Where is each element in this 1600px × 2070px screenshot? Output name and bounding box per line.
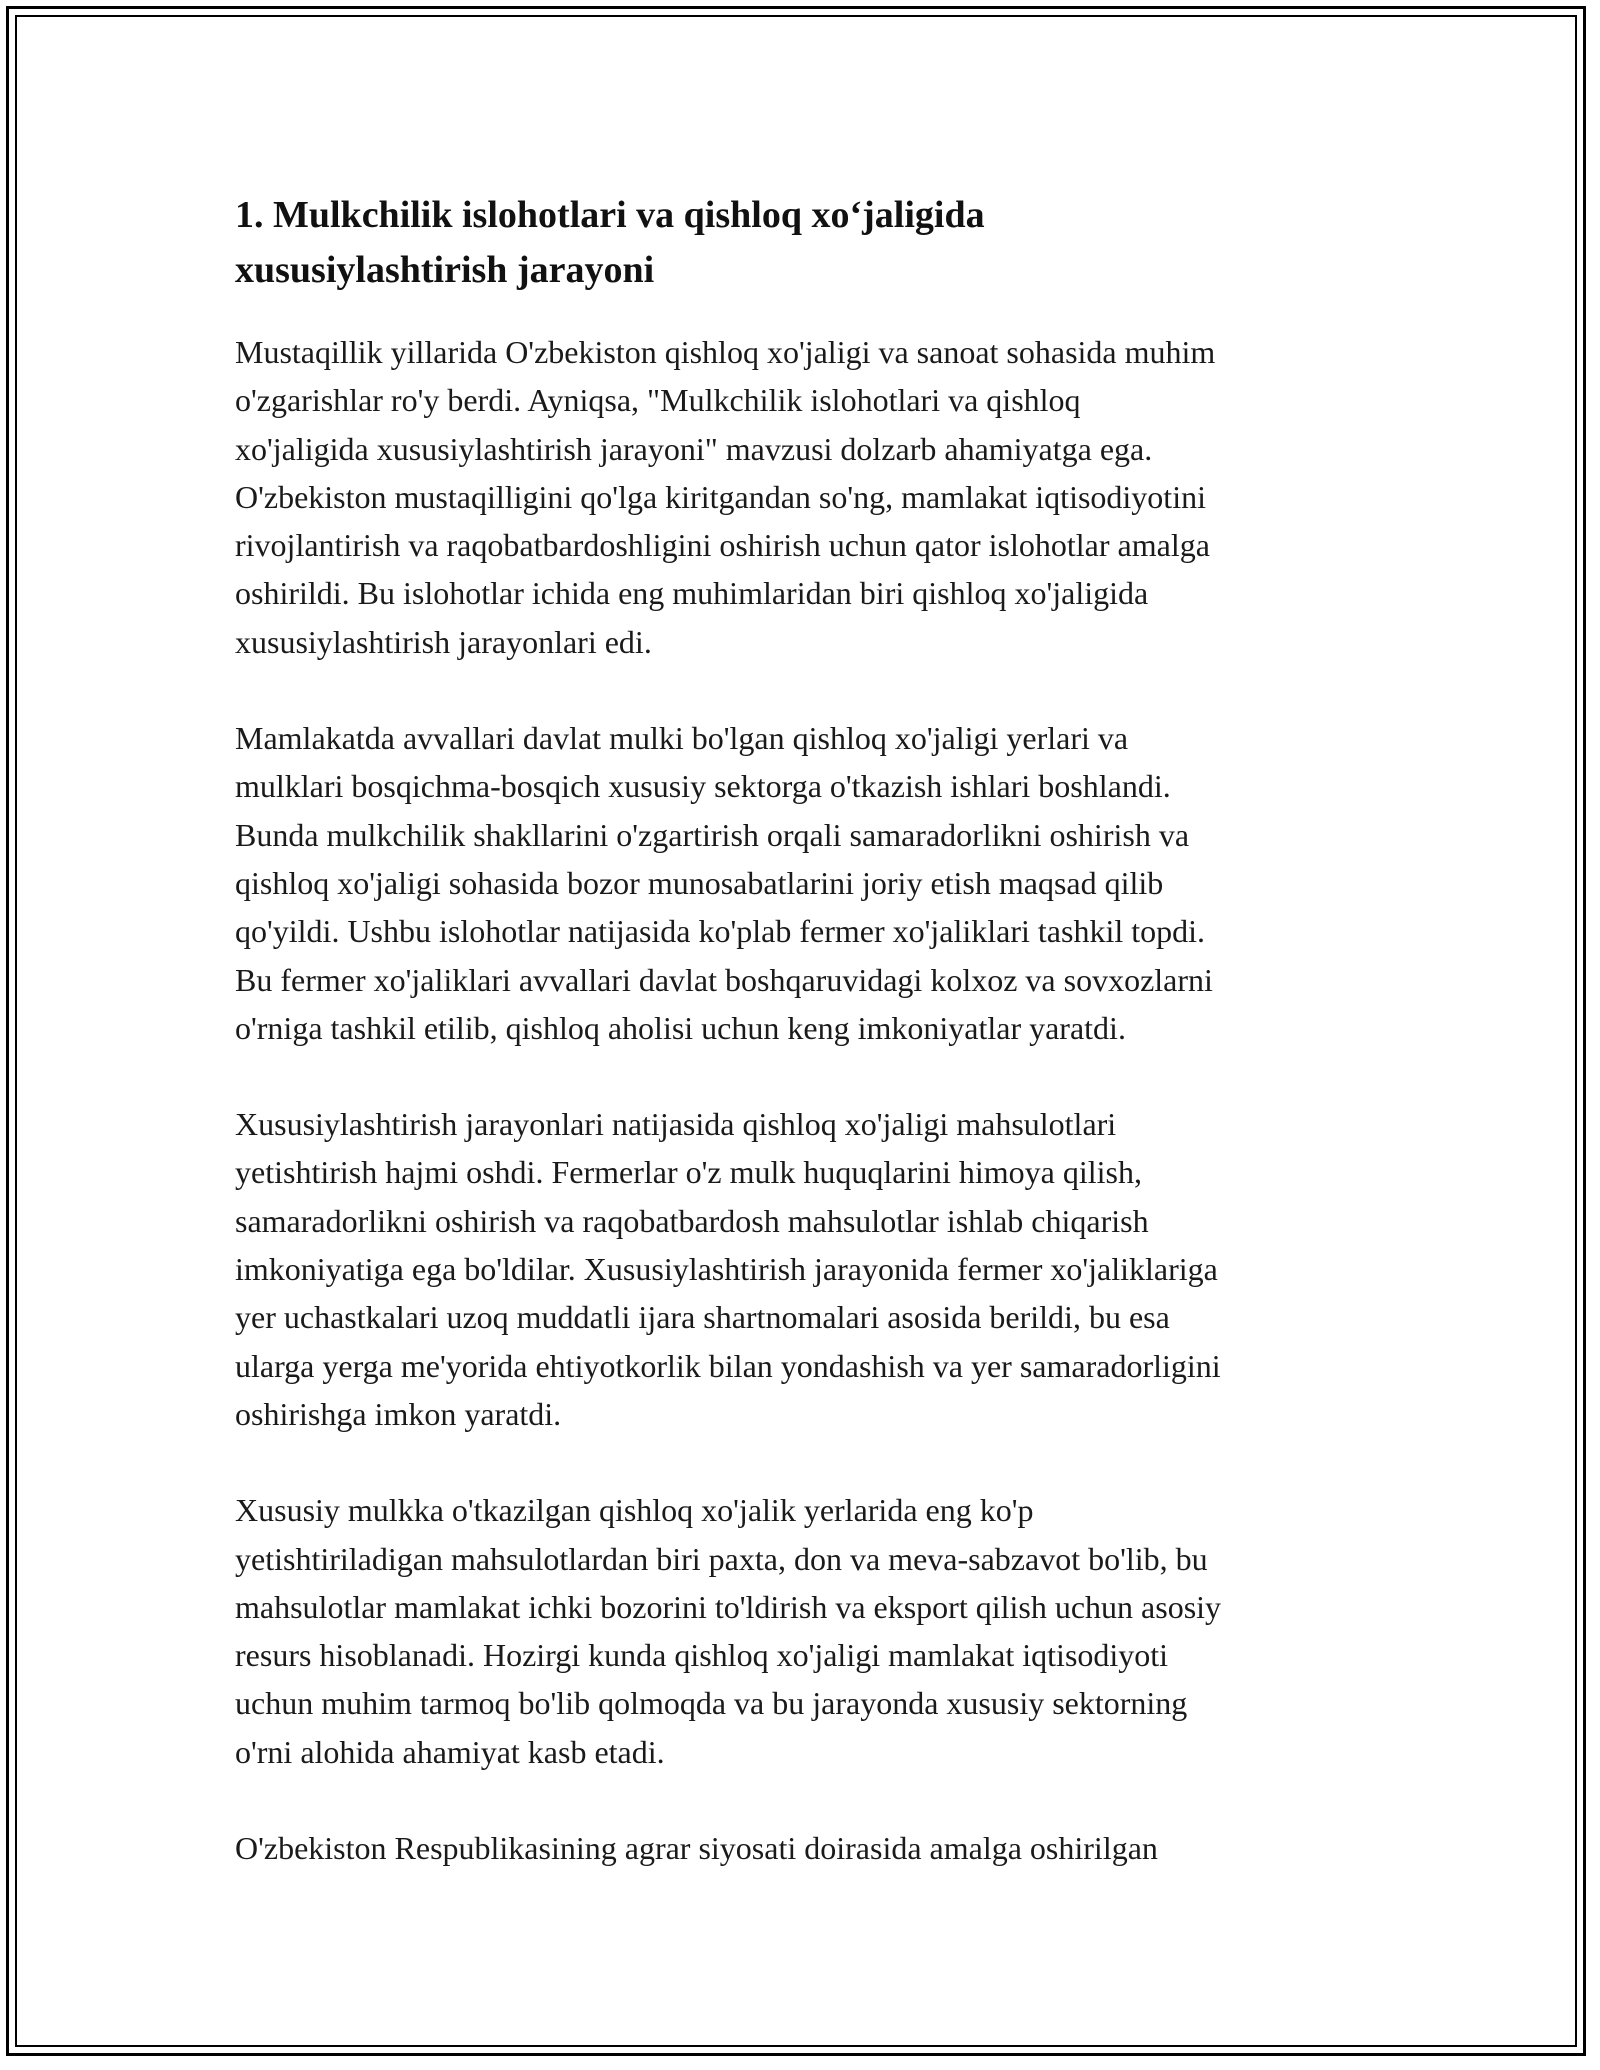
text-line: o'rniga tashkil etilib, qishloq aholisi uchun keng imkoniyatlar yaratdi. [235, 1009, 1126, 1046]
heading-line: 1. Mulkchilik islohotlari va qishloq xo‘jaligida [235, 194, 985, 236]
text-line: o'rni alohida ahamiyat kasb etadi. [235, 1733, 665, 1770]
text-line: O'zbekiston Respublikasining agrar siyosati doirasida amalga oshirilgan [235, 1830, 1158, 1867]
text-line: samaradorlikni oshirish va raqobatbardosh mahsulotlar ishlab chiqarish [235, 1202, 1149, 1239]
text-line: Bunda mulkchilik shakllarini o'zgartirish orqali samaradorlikni oshirish va [235, 816, 1190, 853]
text-line: rivojlantirish va raqobatbardoshligini oshirish uchun qator islohotlar amalga [235, 527, 1210, 564]
text-line: qishloq xo'jaligi sohasida bozor munosabatlarini joriy etish maqsad qilib [235, 864, 1164, 901]
text-line: yetishtiriladigan mahsulotlardan biri paxta, don va meva-sabzavot bo'lib, bu [235, 1540, 1208, 1577]
paragraph-3 [235, 1100, 1375, 1438]
text-line: oshirildi. Bu islohotlar ichida eng muhimlaridan biri qishloq xo'jaligida [235, 575, 1149, 612]
section-heading [235, 188, 1375, 298]
text-line: Bu fermer xo'jaliklari avvallari davlat boshqaruvidagi kolxoz va sovxozlarni [235, 961, 1213, 998]
text-line: xususiylashtirish jarayonlari edi. [235, 623, 652, 660]
text-line: mahsulotlar mamlakat ichki bozorini to'ldirish va eksport qilish uchun asosiy [235, 1588, 1222, 1625]
heading-line: xususiylashtirish jarayoni [235, 249, 655, 291]
text-line: o'zgarishlar ro'y berdi. Ayniqsa, "Mulkchilik islohotlari va qishloq [235, 382, 1081, 419]
text-line: oshirishga imkon yaratdi. [235, 1395, 562, 1432]
text-line: imkoniyatiga ega bo'ldilar. Xususiylashtirish jarayonida fermer xo'jaliklariga [235, 1251, 1218, 1288]
text-line: Mustaqillik yillarida O'zbekiston qishloq xo'jaligi va sanoat sohasida muhim [235, 334, 1216, 370]
paragraph-2 [235, 714, 1375, 1052]
text-line: qo'yildi. Ushbu islohotlar natijasida ko'plab fermer xo'jaliklari tashkil topdi. [235, 913, 1206, 950]
paragraph-5 [235, 1824, 1375, 1872]
text-line: resurs hisoblanadi. Hozirgi kunda qishloq xo'jaligi mamlakat iqtisodiyoti [235, 1637, 1169, 1674]
paragraph-1 [235, 328, 1375, 666]
text-line: mulklari bosqichma-bosqich xususiy sektorga o'tkazish ishlari boshlandi. [235, 768, 1171, 805]
text-line: yer uchastkalari uzoq muddatli ijara shartnomalari asosida berildi, bu esa [235, 1299, 1170, 1336]
text-line: O'zbekiston mustaqilligini qo'lga kiritgandan so'ng, mamlakat iqtisodiyotini [235, 478, 1206, 515]
document-body [235, 188, 1375, 1920]
text-line: uchun muhim tarmoq bo'lib qolmoqda va bu jarayonda xususiy sektorning [235, 1685, 1188, 1722]
paragraph-4 [235, 1486, 1375, 1776]
text-line: Xususiy mulkka o'tkazilgan qishloq xo'jalik yerlarida eng ko'p [235, 1492, 1034, 1529]
text-line: ularga yerga me'yorida ehtiyotkorlik bilan yondashish va yer samaradorligini [235, 1347, 1221, 1384]
text-line: yetishtirish hajmi oshdi. Fermerlar o'z mulk huquqlarini himoya qilish, [235, 1154, 1142, 1191]
text-line: Mamlakatda avvallari davlat mulki bo'lgan qishloq xo'jaligi yerlari va [235, 720, 1129, 757]
text-line: Xususiylashtirish jarayonlari natijasida qishloq xo'jaligi mahsulotlari [235, 1106, 1117, 1143]
text-line: xo'jaligida xususiylashtirish jarayoni" mavzusi dolzarb ahamiyatga ega. [235, 430, 1153, 467]
